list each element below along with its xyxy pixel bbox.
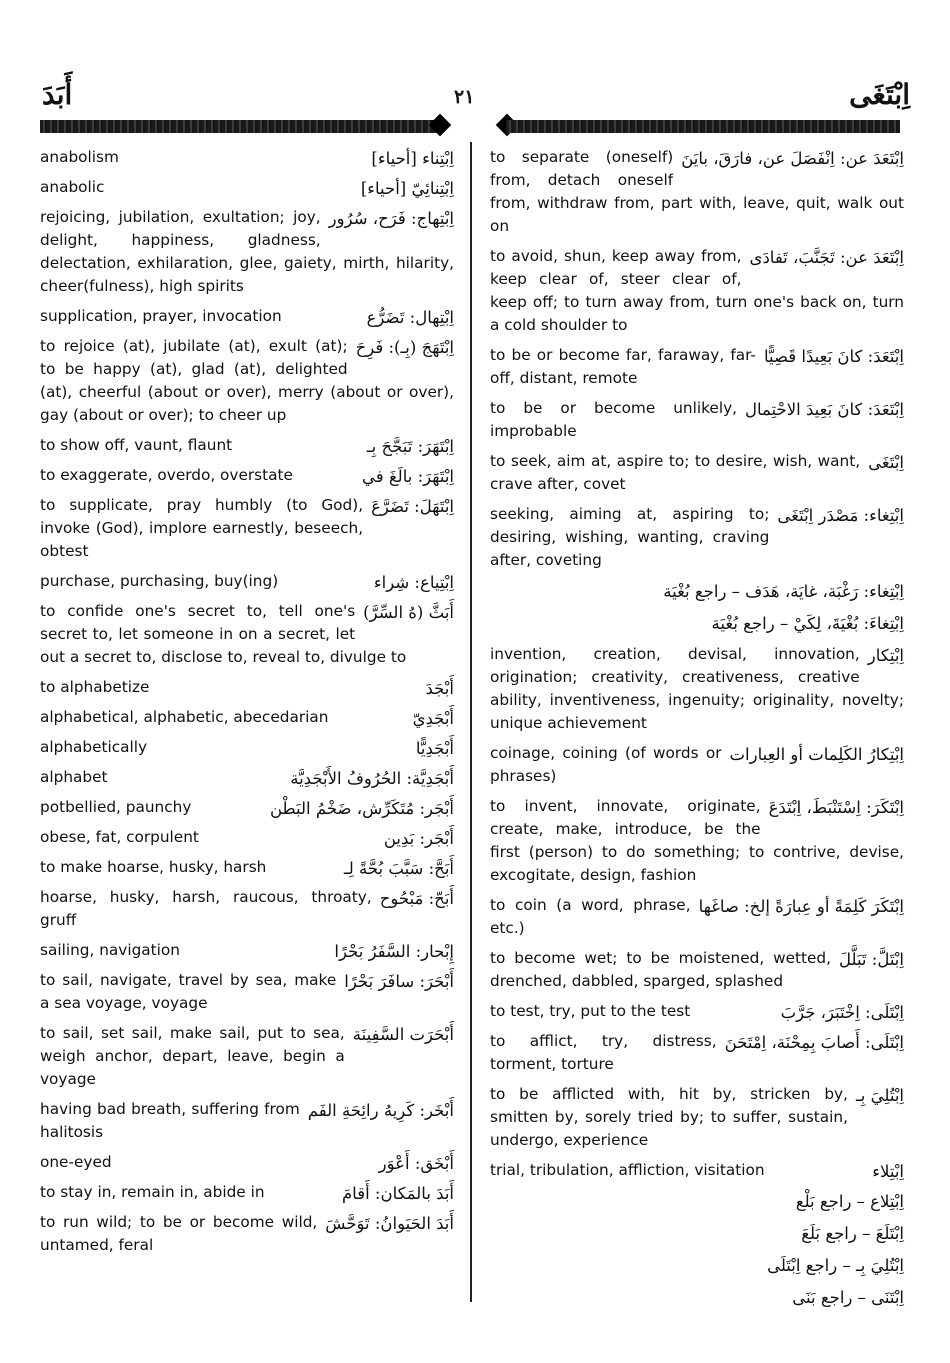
dictionary-entry — [40, 335, 454, 427]
dictionary-entry — [40, 570, 454, 593]
arabic-headword: اِبْتِهاج: فَرَح، سُرُور — [328, 209, 454, 228]
dictionary-entry — [40, 494, 454, 563]
dictionary-entry — [490, 1000, 904, 1023]
dictionary-entry — [40, 600, 454, 669]
arabic-headword: أَبْخَر: كَرِيهُ رائِحَةِ الفَم — [307, 1101, 454, 1120]
english-definition: having bad breath, suffering from halitosis — [40, 1100, 300, 1141]
arabic-headword: اِبْتَهَجَ (بِـ): فَرِحَ — [355, 338, 454, 357]
dictionary-entry — [40, 969, 454, 1015]
dictionary-entry — [40, 1151, 454, 1174]
dictionary-entry — [490, 1285, 904, 1310]
arabic-headword: أَبَحَّ: سَبَّبَ بُحَّةً لِـ — [343, 859, 454, 878]
arabic-headword: اِبْتَغَى — [868, 453, 904, 472]
arabic-headword: أَبْجَر: مُتَكَرِّش، ضَخْمُ البَطْن — [269, 799, 454, 818]
english-definition: to test, try, put to the test — [490, 1002, 691, 1020]
dictionary-entry — [490, 503, 904, 572]
arabic-headword: اِبْتِياع: شِراء — [373, 573, 454, 592]
arabic-headword: اِبْتِنائِيّ [أحياء] — [360, 179, 454, 198]
arabic-headword: أَبْجَدِيًّا — [415, 739, 454, 758]
dictionary-entry — [490, 245, 904, 337]
dictionary-entry — [490, 579, 904, 604]
arabic-headword: اِبْتِغاء: رَغْبَة، غايَة، هَدَف – راجع بُغْيَة — [663, 582, 904, 601]
english-definition: rejoicing, jubilation, exultation; joy, delight, happiness, gladness, delectation, exhilaration, glee, gaiety, mirth, hilarity, cheer(fulness), high spirits — [40, 208, 454, 295]
english-definition: invention, creation, devisal, innovation, origination; creativity, creativeness, creative ability, inventiveness, ingenuity; originality, novelty; unique achievement — [490, 645, 904, 732]
dictionary-entry — [490, 450, 904, 496]
right-running-head: اِبْتَغَى — [849, 78, 910, 111]
english-definition: to invent, innovate, originate, create, make, introduce, be the first (person) to do something; to contrive, devise, excogitate, design, fashion — [490, 797, 904, 884]
dictionary-entry — [40, 736, 454, 759]
dictionary-entry — [490, 1189, 904, 1214]
english-definition: purchase, purchasing, buy(ing) — [40, 572, 279, 590]
dictionary-entry — [490, 1221, 904, 1246]
right-column — [490, 146, 904, 1317]
english-definition: to sail, navigate, travel by sea, make a sea voyage, voyage — [40, 971, 337, 1012]
english-definition: to coin (a word, phrase, etc.) — [490, 896, 691, 937]
english-definition: hoarse, husky, harsh, raucous, throaty, gruff — [40, 888, 372, 929]
english-definition: potbellied, paunchy — [40, 798, 192, 816]
dictionary-entry — [40, 856, 454, 879]
english-definition: to confide one's secret to, tell one's secret to, let someone in on a secret, let out a secret to, disclose to, reveal to, divulge to — [40, 602, 407, 666]
english-definition: seeking, aiming at, aspiring to; desiring, wishing, wanting, craving after, coveting — [490, 505, 770, 569]
dictionary-entry — [40, 434, 454, 457]
arabic-headword: أَبَدَ بالمَكان: أَقامَ — [341, 1184, 454, 1203]
arabic-headword: اِبْتَلَعَ – راجع بَلَعَ — [801, 1224, 904, 1243]
arabic-headword: اِبْتَهَلَ: تَضَرَّعَ — [371, 497, 454, 516]
english-definition: to separate (oneself) from, detach oneself from, withdraw from, part with, leave, quit, walk out on — [490, 148, 904, 235]
english-definition: anabolic — [40, 178, 105, 196]
dictionary-entry — [40, 206, 454, 298]
dictionary-entry — [490, 947, 904, 993]
dictionary-entry — [490, 1083, 904, 1152]
dictionary-entry — [40, 939, 454, 962]
dictionary-entry — [490, 643, 904, 735]
arabic-headword: أَبَدَ الحَيَوانُ: تَوَحَّشَ — [325, 1214, 454, 1233]
dictionary-entry — [40, 146, 454, 169]
dictionary-entry — [490, 795, 904, 887]
dictionary-entry — [490, 397, 904, 443]
arabic-headword: أَبْحَرَت السَّفِينَة — [352, 1025, 454, 1044]
english-definition: sailing, navigation — [40, 941, 180, 959]
english-definition: supplication, prayer, invocation — [40, 307, 282, 325]
dictionary-entry — [40, 796, 454, 819]
arabic-headword: اِبْتَلَى: أَصابَ بِمِحْنَة، اِمْتَحَنَ — [724, 1033, 904, 1052]
english-definition: to exaggerate, overdo, overstate — [40, 466, 293, 484]
english-definition: to show off, vaunt, flaunt — [40, 436, 233, 454]
english-definition: to stay in, remain in, abide in — [40, 1183, 265, 1201]
english-definition: to rejoice (at), jubilate (at), exult (at); to be happy (at), glad (at), delighted (at), cheerful (about or over), merry (about or over), gay (about or over); to cheer up — [40, 337, 454, 424]
arabic-headword: اِبْتِهال: تَضَرُّع — [366, 308, 454, 327]
english-definition: to make hoarse, husky, harsh — [40, 858, 267, 876]
dictionary-entry — [40, 1211, 454, 1257]
dictionary-entry — [40, 766, 454, 789]
dictionary-entry — [40, 305, 454, 328]
arabic-headword: اِبْتَعَدَ: كانَ بَعِيدَ الاحْتِمال — [745, 400, 904, 419]
arabic-headword: اِبْتِغاءَ: بُغْيَةَ، لِكَيْ – راجع بُغْيَة — [711, 614, 904, 633]
arabic-headword: اِبْتَلَّ: تَبَلَّلَ — [839, 950, 904, 969]
arabic-headword: اِبْتِناء [أحياء] — [371, 149, 454, 168]
english-definition: to sail, set sail, make sail, put to sea, weigh anchor, depart, leave, begin a voyage — [40, 1024, 345, 1088]
english-definition: obese, fat, corpulent — [40, 828, 199, 846]
dictionary-entry — [40, 826, 454, 849]
left-header-band — [40, 120, 438, 133]
dictionary-entry — [40, 1022, 454, 1091]
english-definition: one-eyed — [40, 1153, 112, 1171]
arabic-headword: اِبْتَكَرَ كَلِمَةً أو عِبارَةً إلخ: صاغَها — [698, 897, 904, 916]
english-definition: to avoid, shun, keep away from, keep clear of, steer clear of, keep off; to turn away from, turn one's back on, turn a cold shoulder to — [490, 247, 904, 334]
english-definition: trial, tribulation, affliction, visitation — [490, 1161, 765, 1179]
dictionary-entry — [490, 146, 904, 238]
english-definition: to become wet; to be moistened, wetted, drenched, dabbled, sparged, splashed — [490, 949, 831, 990]
page-number: ٢١ — [454, 86, 475, 108]
arabic-headword: اِبْتَهَرَ: بالَغَ في — [362, 467, 454, 486]
english-definition: to run wild; to be or become wild, untamed, feral — [40, 1213, 318, 1254]
left-running-head: أَبَدَ — [42, 78, 73, 111]
dictionary-entry — [40, 886, 454, 932]
arabic-headword: أَبَحّ: مَبْحُوح — [379, 889, 454, 908]
english-definition: to afflict, try, distress, torment, torture — [490, 1032, 717, 1073]
arabic-headword: أَبَثَّ (هُ السِّرَّ) — [363, 603, 454, 622]
english-definition: to be or become unlikely, improbable — [490, 399, 737, 440]
arabic-headword: أَبْحَرَ: سافَرَ بَحْرًا — [344, 972, 454, 991]
dictionary-entry — [490, 1159, 904, 1182]
arabic-headword: أَبْجَدِيَّة: الحُرُوفُ الأَبْجَدِيَّة — [290, 769, 454, 788]
dictionary-entry — [40, 464, 454, 487]
column-divider — [470, 142, 472, 1302]
english-definition: alphabet — [40, 768, 108, 786]
arabic-headword: أَبْجَدَ — [425, 679, 454, 698]
arabic-headword: اِبْتِلاع – راجع بَلْع — [795, 1192, 904, 1211]
dictionary-entry — [490, 1030, 904, 1076]
arabic-headword: اِبْتَعَدَ: كانَ بَعِيدًا قَصِيًّا — [763, 347, 904, 366]
arabic-headword: اِبْتَعَدَ عن: اِنْفَصَلَ عن، فارَقَ، بايَنَ — [681, 149, 904, 168]
english-definition: coinage, coining (of words or phrases) — [490, 744, 722, 785]
english-definition: alphabetically — [40, 738, 148, 756]
dictionary-entry — [490, 894, 904, 940]
arabic-headword: اِبْتَعَدَ عن: تَجَنَّبَ، تَفادَى — [749, 248, 904, 267]
right-header-band — [506, 120, 900, 133]
arabic-headword: أَبْجَر: بَدِين — [383, 829, 454, 848]
dictionary-entry — [490, 1253, 904, 1278]
dictionary-entry — [40, 1098, 454, 1144]
english-definition: to alphabetize — [40, 678, 150, 696]
arabic-headword: اِبْتُلِيَ بِـ – راجع اِبْتَلَى — [767, 1256, 904, 1275]
dictionary-entry — [40, 676, 454, 699]
dictionary-entry — [490, 611, 904, 636]
english-definition: to be or become far, faraway, far-off, distant, remote — [490, 346, 756, 387]
english-definition: to seek, aim at, aspire to; to desire, wish, want, crave after, covet — [490, 452, 861, 493]
arabic-headword: أَبْجَدِيّ — [412, 709, 454, 728]
dictionary-entry — [40, 706, 454, 729]
english-definition: to be afflicted with, hit by, stricken by, smitten by, sorely tried by; to suffer, sustain, undergo, experience — [490, 1085, 848, 1149]
dictionary-entry — [490, 344, 904, 390]
arabic-headword: إِبْحار: السَّفَرُ بَحْرًا — [334, 942, 454, 961]
arabic-headword: اِبْتِكار — [867, 646, 904, 665]
arabic-headword: اِبْتَنَى – راجع بَنَى — [792, 1288, 904, 1307]
arabic-headword: اِبْتَكَرَ: اِسْتَنْبَطَ، اِبْتَدَعَ — [768, 798, 904, 817]
arabic-headword: اِبْتُلِيَ بِـ — [855, 1086, 904, 1105]
left-column — [40, 146, 454, 1264]
english-definition: anabolism — [40, 148, 119, 166]
dictionary-entry — [40, 1181, 454, 1204]
arabic-headword: اِبْتِكارُ الكَلِمات أو العِبارات — [729, 745, 904, 764]
dictionary-entry — [490, 742, 904, 788]
arabic-headword: اِبْتَهَرَ: تَبَجَّحَ بِـ — [366, 437, 454, 456]
arabic-headword: اِبْتَلَى: اِخْتَبَرَ، جَرَّبَ — [780, 1003, 904, 1022]
dictionary-entry — [40, 176, 454, 199]
arabic-headword: اِبْتِغاء: مَصْدَر اِبْتَغَى — [777, 506, 904, 525]
english-definition: to supplicate, pray humbly (to God), invoke (God), implore earnestly, beseech, obtest — [40, 496, 364, 560]
english-definition: alphabetical, alphabetic, abecedarian — [40, 708, 329, 726]
arabic-headword: أَبْخَق: أَعْوَر — [378, 1154, 454, 1173]
arabic-headword: اِبْتِلاء — [872, 1162, 904, 1181]
